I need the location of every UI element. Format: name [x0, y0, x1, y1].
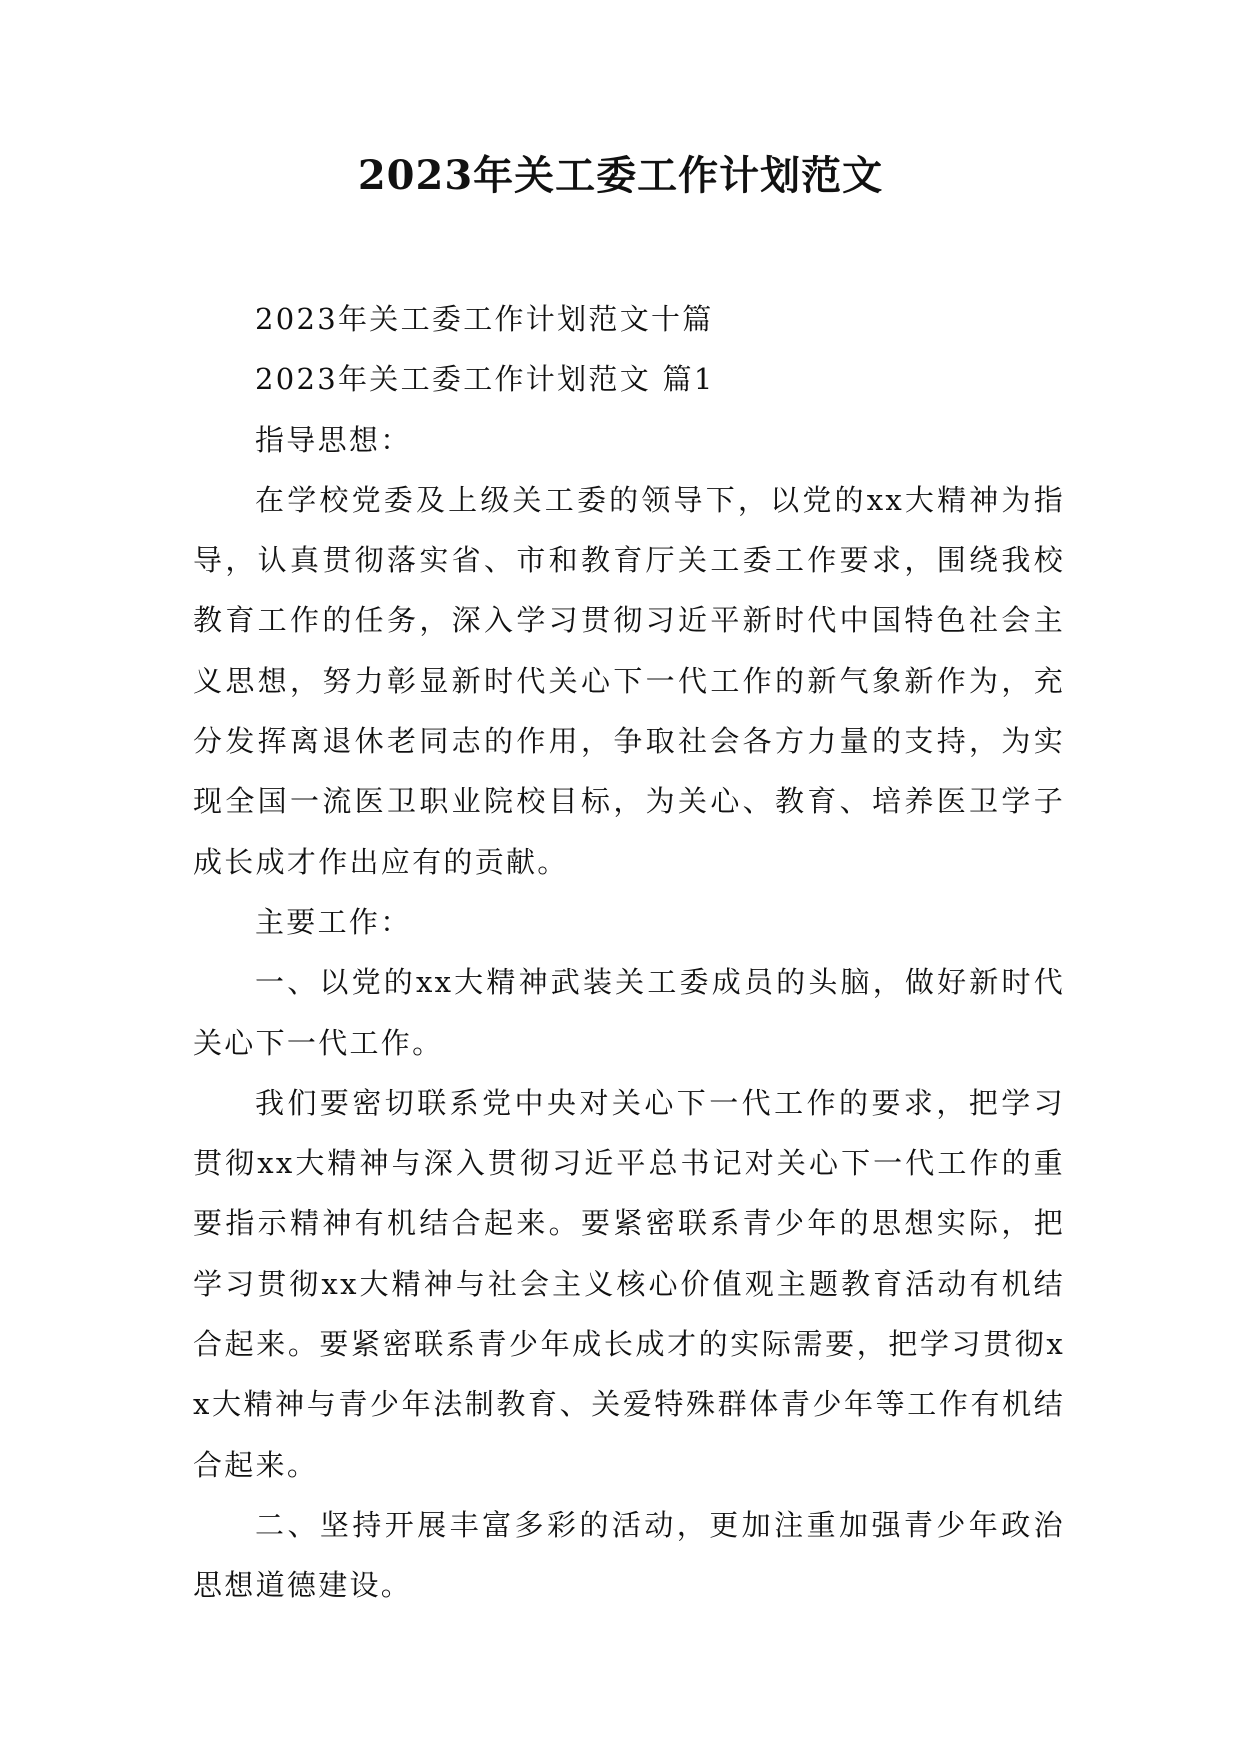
paragraph-work-item-1-detail: 我们要密切联系党中央对关心下一代工作的要求，把学习贯彻xx大精神与深入贯彻习近平总书记对关心下一代工作的重要指示精神有机结合起来。要紧密联系青少年的思想实际，把学习贯彻xx大精神与社会主义核心价值观主题教育活动有机结合起来。要紧密联系青少年成长成才的实际需要，把学习贯彻xx大精神与青少年法制教育、关爱特殊群体青少年等工作有机结合起来。 [193, 1085, 1065, 1482]
document-body [193, 289, 1065, 1616]
paragraph-work-item-1: 一、以党的xx大精神武装关工委成员的头脑，做好新时代关心下一代工作。 [193, 965, 1065, 1060]
paragraph-work-item-2: 二、坚持开展丰富多彩的活动，更加注重加强青少年政治思想道德建设。 [193, 1507, 1065, 1603]
document-title: 2023年关工委工作计划范文 [357, 152, 884, 199]
paragraph-subtitle: 2023年关工委工作计划范文十篇 [255, 302, 714, 336]
paragraph-guiding-ideology-label: 指导思想： [255, 422, 412, 457]
paragraph-main-work-label: 主要工作： [255, 904, 412, 939]
paragraph-section-heading: 2023年关工委工作计划范文 篇1 [255, 362, 715, 397]
paragraph-guiding-ideology: 在学校党委及上级关工委的领导下，以党的xx大精神为指导，认真贯彻落实省、市和教育厅关工委工作要求，围绕我校教育工作的任务，深入学习贯彻习近平新时代中国特色社会主义思想，努力彰显新时代关心下一代工作的新气象新作为，充分发挥离退休老同志的作用，争取社会各方力量的支持，为实现全国一流医卫职业院校目标，为关心、教育、培养医卫学子成长成才作出应有的贡献。 [193, 482, 1065, 879]
